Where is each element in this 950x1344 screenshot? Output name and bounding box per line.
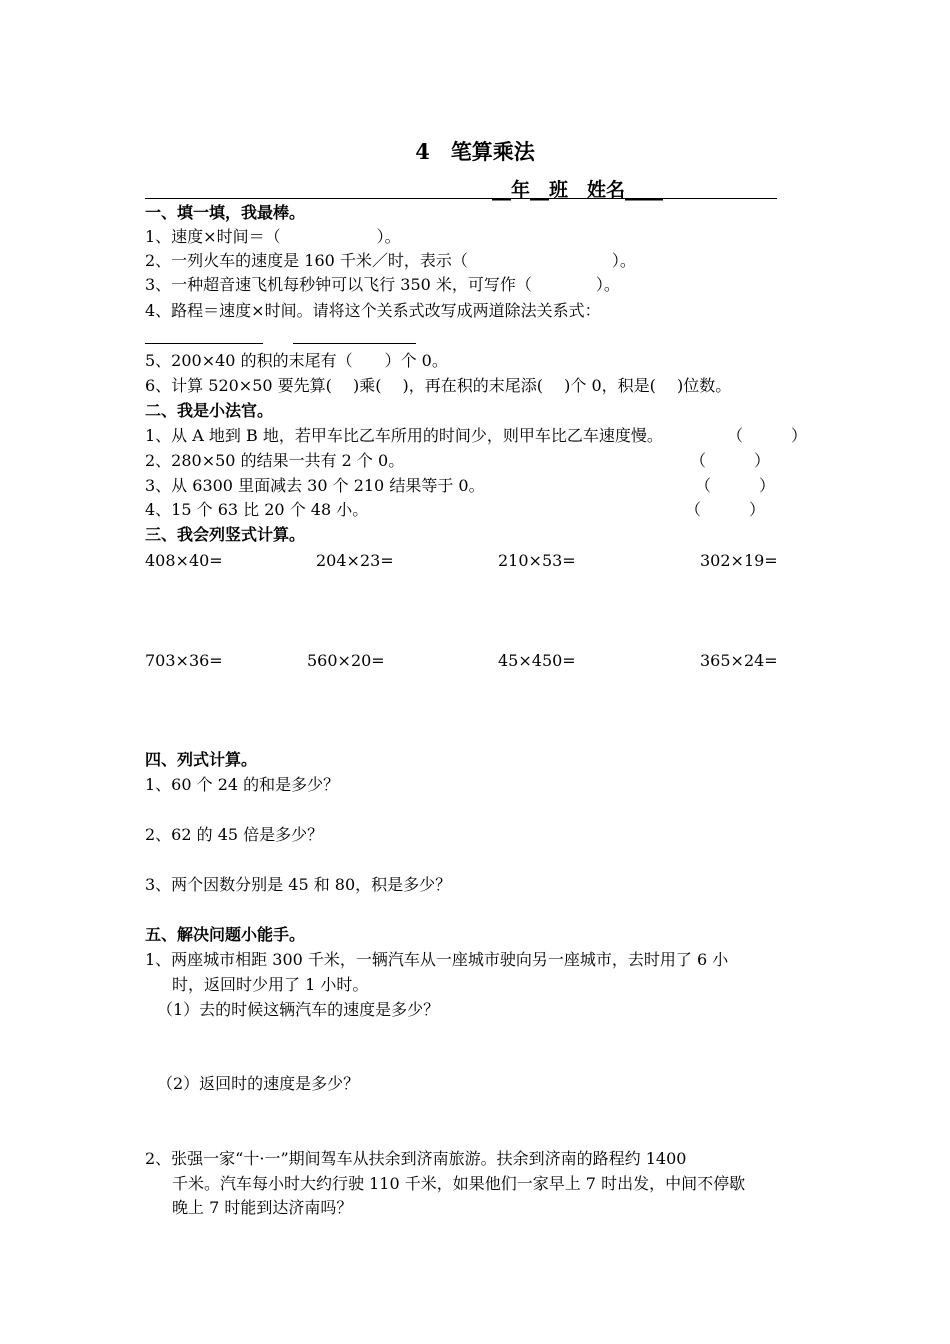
s1-question-3: 3、一种超音速飞机每秒钟可以飞行 350 米，可写作（ ）。	[145, 275, 620, 294]
s4-question-2: 2、62 的 45 倍是多少？	[145, 825, 324, 844]
s1-question-6: 6、计算 520×50 要先算( )乘( )，再在积的末尾添( )个 0，积是( )位数。	[145, 376, 732, 395]
s5-problem-2-line-1: 2、张强一家“十·一”期间驾车从扶余到济南旅游。扶余到济南的路程约 1400	[145, 1149, 687, 1168]
s1-question-1: 1、速度×时间＝（ ）。	[145, 227, 401, 246]
s2-question-4: 4、15 个 63 比 20 个 48 小。	[145, 500, 369, 519]
calc-problem: 204×23=	[316, 551, 394, 570]
answer-blank-2[interactable]	[293, 343, 416, 344]
s2-answer-paren-1[interactable]: （ ）	[727, 426, 808, 445]
calc-problem: 703×36=	[145, 651, 223, 670]
section3-heading: 三、我会列竖式计算。	[145, 525, 306, 544]
s4-question-3: 3、两个因数分别是 45 和 80，积是多少？	[145, 875, 452, 894]
s2-question-1: 1、从 A 地到 B 地，若甲车比乙车所用的时间少，则甲车比乙车速度慢。	[145, 426, 663, 445]
s1-question-2: 2、一列火车的速度是 160 千米／时，表示（ ）。	[145, 251, 636, 270]
calc-problem: 302×19=	[700, 551, 778, 570]
s2-question-2: 2、280×50 的结果一共有 2 个 0。	[145, 451, 405, 470]
s2-answer-paren-2[interactable]: （ ）	[690, 451, 771, 470]
calc-problem: 408×40=	[145, 551, 223, 570]
s2-question-3: 3、从 6300 里面减去 30 个 210 结果等于 0。	[145, 476, 485, 495]
class-name-header: __年__班 姓名____	[492, 179, 664, 201]
s5-subquestion-1: （1）去的时候这辆汽车的速度是多少？	[157, 1000, 440, 1019]
calc-problem: 210×53=	[498, 551, 576, 570]
calc-problem: 560×20=	[307, 651, 385, 670]
s5-problem-1-line-1: 1、两座城市相距 300 千米，一辆汽车从一座城市驶向另一座城市，去时用了 6 小	[145, 950, 729, 969]
section1-heading: 一、填一填，我最棒。	[145, 203, 306, 222]
page-title: 4 笔算乘法	[415, 139, 535, 164]
section5-heading: 五、解决问题小能手。	[145, 925, 306, 944]
s2-answer-paren-3[interactable]: （ ）	[695, 476, 776, 495]
s5-problem-1-line-2: 时，返回时少用了 1 小时。	[172, 975, 369, 994]
s2-answer-paren-4[interactable]: （ ）	[685, 500, 766, 519]
section4-heading: 四、列式计算。	[145, 750, 258, 769]
s1-question-4: 4、路程＝速度×时间。请将这个关系式改写成两道除法关系式：	[145, 301, 601, 320]
answer-blank-1[interactable]	[145, 343, 263, 344]
s4-question-1: 1、60 个 24 的和是多少？	[145, 775, 340, 794]
s1-question-5: 5、200×40 的积的末尾有（ ）个 0。	[145, 351, 448, 370]
calc-problem: 45×450=	[498, 651, 576, 670]
header-divider	[145, 198, 777, 199]
section2-heading: 二、我是小法官。	[145, 401, 274, 420]
s5-problem-2-line-3: 晚上 7 时能到达济南吗？	[172, 1198, 353, 1217]
s5-problem-2-line-2: 千米。汽车每小时大约行驶 110 千米，如果他们一家早上 7 时出发，中间不停歇	[172, 1174, 746, 1193]
calc-problem: 365×24=	[700, 651, 778, 670]
s5-subquestion-2: （2）返回时的速度是多少？	[157, 1074, 360, 1093]
